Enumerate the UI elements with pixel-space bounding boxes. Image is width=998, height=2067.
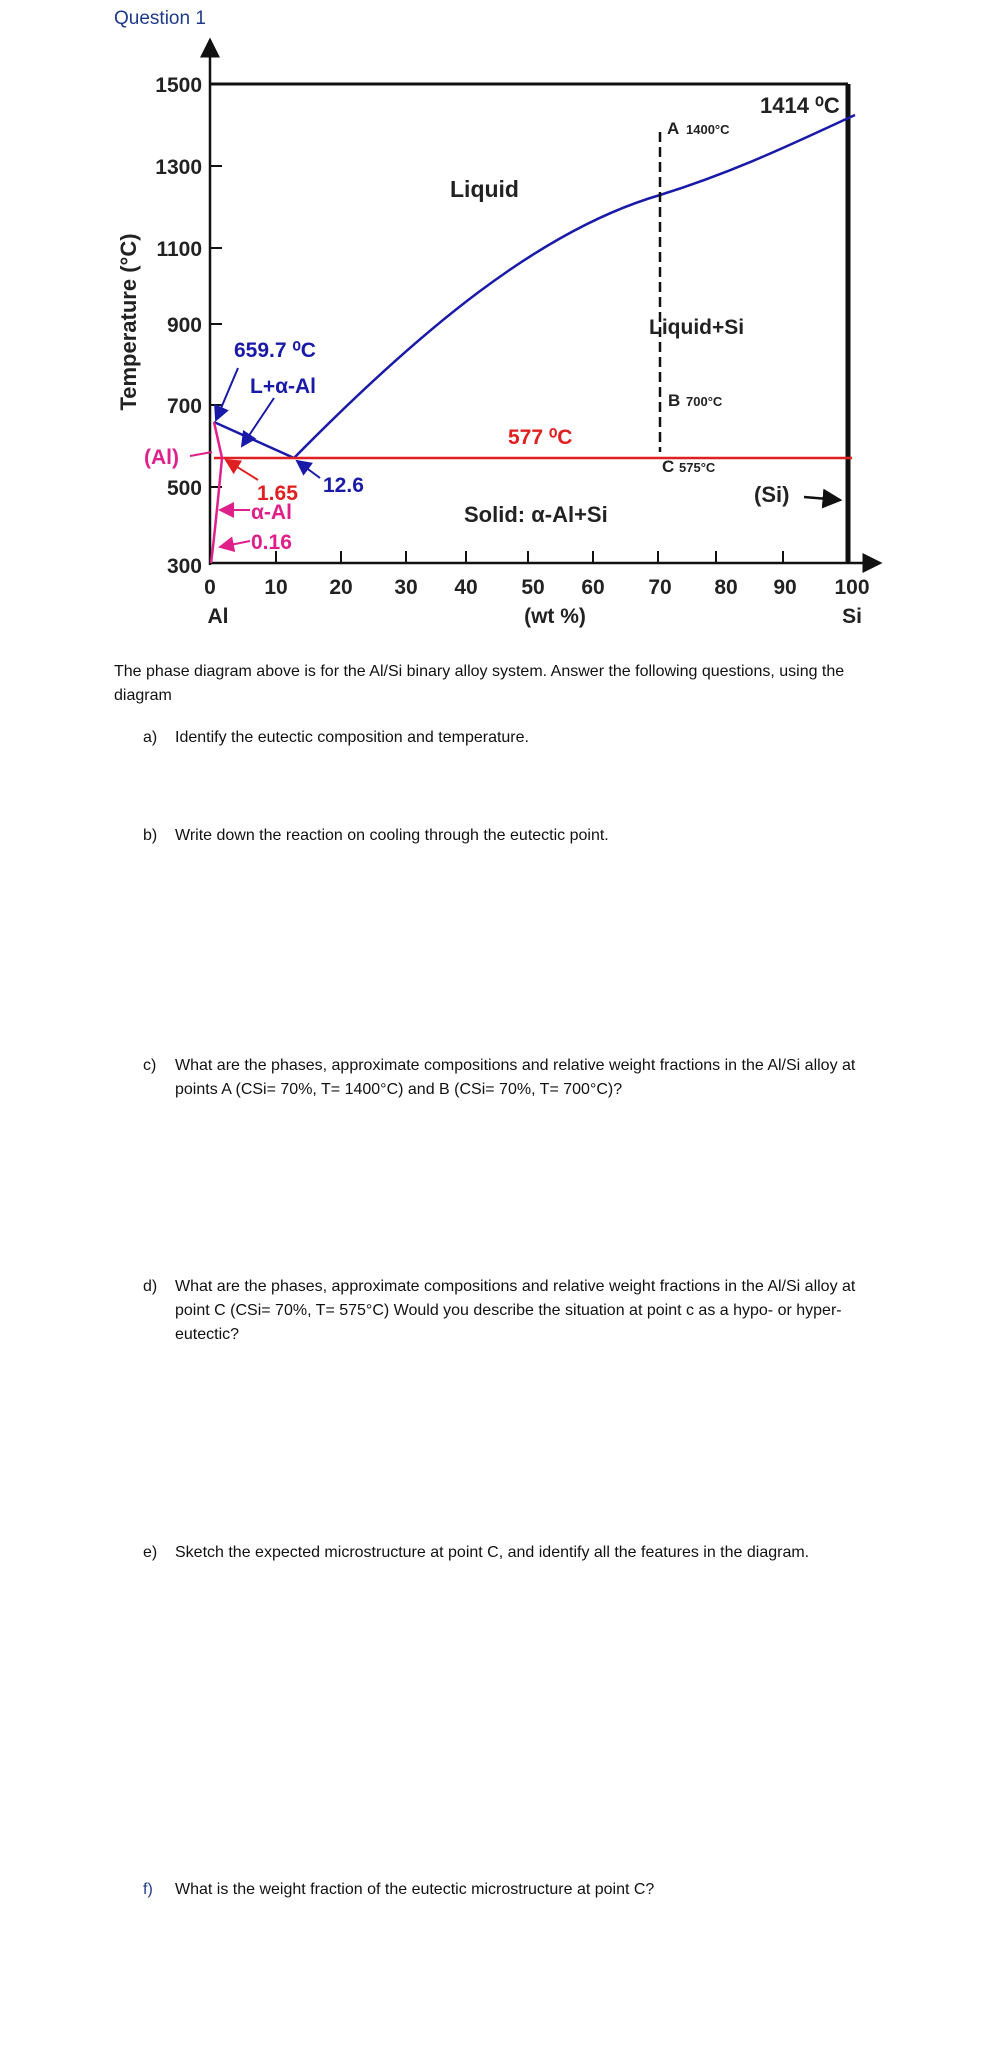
question-c-label: c) [143, 1057, 157, 1074]
label-solid: Solid: α-Al+Si [464, 502, 608, 527]
y-tick-300: 300 [166, 555, 202, 578]
label-al-melting: 659.7 ⁰C [234, 339, 316, 362]
point-a-label: A [667, 119, 680, 138]
question-f [143, 1878, 893, 1902]
x-tick-20: 20 [329, 576, 353, 599]
x-tick-10: 10 [264, 576, 288, 599]
question-a-label: a) [143, 729, 158, 746]
label-eutectic-temp: 577 ⁰C [508, 426, 573, 449]
y-tick-900: 900 [166, 314, 202, 337]
x-axis-label: (wt %) [524, 605, 586, 628]
question-title: Question 1 [114, 8, 206, 29]
x-tick-60: 60 [581, 576, 605, 599]
label-liquid-si: Liquid+Si [649, 316, 745, 339]
question-a [143, 726, 893, 750]
question-e-label: e) [143, 1544, 158, 1561]
question-f-label: f) [143, 1881, 153, 1898]
question-a-text: Identify the eutectic composition and temperature. [175, 729, 529, 746]
label-liquid: Liquid [450, 176, 519, 202]
point-a-temp: 1400°C [686, 122, 730, 137]
y-tick-1100: 1100 [156, 238, 202, 261]
x-tick-40: 40 [454, 576, 478, 599]
l-alpha-arrow [242, 398, 274, 446]
x-element-si: Si [842, 605, 862, 628]
al-phase-arrow [190, 452, 212, 456]
label-alpha-al: α-Al [251, 501, 292, 524]
intro-text: The phase diagram above is for the Al/Si binary alloy system. Answer the following questions, using the diagram [114, 663, 845, 704]
question-d-label: d) [143, 1278, 158, 1295]
point-b-temp: 700°C [686, 394, 723, 409]
point-b-label: B [668, 391, 681, 410]
alpha-solvus-curve [211, 422, 222, 563]
question-f-text: What is the weight fraction of the eutectic microstructure at point C? [175, 1881, 655, 1898]
label-al-phase: (Al) [144, 446, 179, 469]
label-solubility-low: 0.16 [251, 531, 292, 554]
x-ticks [276, 551, 783, 563]
solubility-max-arrow [226, 460, 258, 480]
y-tick-500: 500 [166, 477, 202, 500]
x-tick-90: 90 [773, 576, 797, 599]
question-c-text: What are the phases, approximate compositions and relative weight fractions in the Al/Si alloy at points A (CSi= 70%, T= 1400°C) and B (CSi= 70%, T= 700°C)? [175, 1057, 856, 1098]
x-tick-50: 50 [521, 576, 545, 599]
question-b-label: b) [143, 827, 158, 844]
eutectic-comp-arrow [297, 461, 320, 478]
point-c-temp: 575°C [679, 460, 716, 475]
label-eutectic-comp: 12.6 [323, 474, 364, 497]
x-tick-30: 30 [394, 576, 418, 599]
y-tick-700: 700 [166, 395, 202, 418]
y-tick-1500: 1500 [155, 74, 202, 97]
si-liquidus-curve [294, 115, 855, 458]
label-si-melting: 1414 ⁰C [760, 93, 840, 118]
question-d-text: What are the phases, approximate compositions and relative weight fractions in the Al/Si alloy at point C (CSi= 70%, T= 575°C) Would you describe the situation at point c as a hypo- or hyper-eutectic? [175, 1278, 856, 1343]
question-b [143, 824, 893, 848]
x-tick-100: 100 [834, 576, 870, 599]
x-tick-80: 80 [714, 576, 738, 599]
y-axis-label: Temperature (°C) [116, 233, 141, 411]
label-si-phase: (Si) [754, 482, 790, 507]
question-d [143, 1275, 893, 1347]
x-element-al: Al [207, 605, 229, 628]
x-tick-70: 70 [648, 576, 672, 599]
x-tick-0: 0 [204, 576, 216, 599]
question-e-text: Sketch the expected microstructure at point C, and identify all the features in the diagram. [175, 1544, 810, 1561]
phase-diagram [0, 0, 998, 640]
si-phase-arrow [804, 497, 840, 500]
question-e [143, 1541, 893, 1565]
question-c [143, 1054, 893, 1102]
label-solubility-max: 1.65 [257, 482, 298, 505]
question-b-text: Write down the reaction on cooling through the eutectic point. [175, 827, 609, 844]
y-tick-1300: 1300 [155, 156, 202, 179]
label-l-alpha: L+α-Al [250, 375, 316, 398]
al-melting-arrow [216, 368, 238, 420]
point-c-label: C [662, 457, 675, 476]
solubility-low-arrow [220, 541, 250, 547]
